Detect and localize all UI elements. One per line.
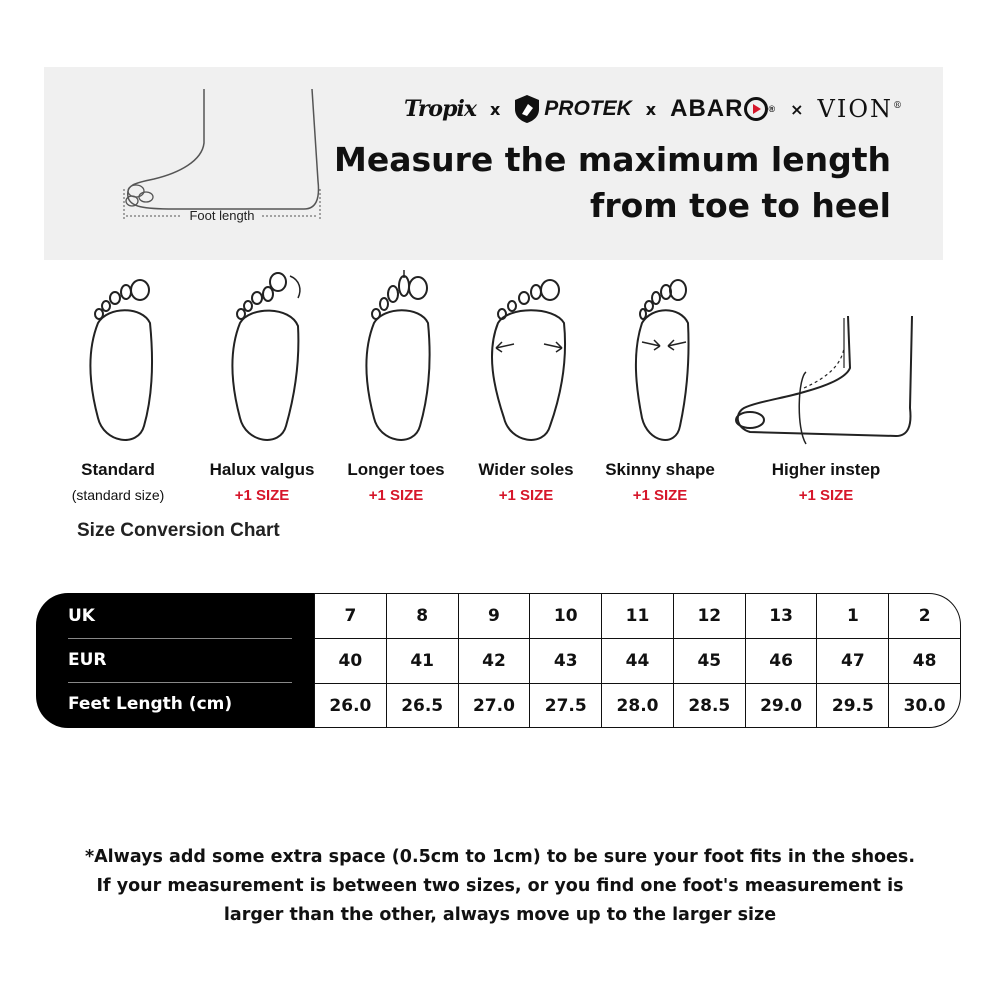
table-row-eur xyxy=(314,639,960,683)
foot-type-name: Skinny shape xyxy=(605,460,715,479)
table-cell: 45 xyxy=(673,639,745,683)
side-foot-illustration xyxy=(84,81,324,231)
abaro-logo: ABAR ® xyxy=(670,95,777,122)
table-cell: 8 xyxy=(386,594,458,638)
size-up-badge: +1 SIZE xyxy=(798,487,854,504)
foot-type-note: (standard size) xyxy=(71,487,165,503)
protek-logo xyxy=(514,94,632,124)
table-cell: 43 xyxy=(529,639,601,683)
table-cell: 30.0 xyxy=(888,684,960,728)
wider-soles-foot-icon xyxy=(476,268,576,453)
row-label-uk: UK xyxy=(68,606,95,626)
foot-type-skinny-shape xyxy=(590,268,730,518)
table-cell: 7 xyxy=(314,594,386,638)
table-cell: 41 xyxy=(386,639,458,683)
table-cell: 44 xyxy=(601,639,673,683)
table-cell: 13 xyxy=(745,594,817,638)
table-cell: 46 xyxy=(745,639,817,683)
headline-line-1: Measure the maximum length xyxy=(334,140,891,179)
protek-shield-icon xyxy=(514,94,540,124)
table-cell: 28.5 xyxy=(673,684,745,728)
size-up-badge: +1 SIZE xyxy=(632,487,688,504)
brand-separator: x xyxy=(645,99,657,119)
table-row-feet-length xyxy=(314,684,960,728)
table-cell: 48 xyxy=(888,639,960,683)
headline-line-2: from toe to heel xyxy=(590,186,891,225)
table-cell: 40 xyxy=(314,639,386,683)
higher-instep-foot-icon xyxy=(726,268,926,453)
tropix-logo: Tropix xyxy=(404,96,476,122)
table-cell: 26.5 xyxy=(386,684,458,728)
table-cell: 26.0 xyxy=(314,684,386,728)
table-cell: 29.0 xyxy=(745,684,817,728)
table-cell: 27.5 xyxy=(529,684,601,728)
size-chart-title: Size Conversion Chart xyxy=(77,520,280,541)
table-cell: 29.5 xyxy=(816,684,888,728)
foot-type-longer-toes xyxy=(326,268,466,518)
fit-advice-note xyxy=(40,843,960,930)
table-values xyxy=(314,593,961,728)
foot-type-name: Longer toes xyxy=(347,460,445,479)
skinny-shape-foot-icon xyxy=(610,268,710,453)
table-cell: 9 xyxy=(458,594,530,638)
size-conversion-table xyxy=(36,593,962,728)
table-row-labels xyxy=(36,593,314,728)
row-label-feet-length: Feet Length (cm) xyxy=(68,694,233,714)
brand-logos xyxy=(344,89,904,129)
foot-type-standard xyxy=(48,268,188,518)
note-line-3: larger than the other, always move up to the larger size xyxy=(223,905,777,925)
brand-separator: x xyxy=(489,99,501,119)
table-cell: 47 xyxy=(816,639,888,683)
table-cell: 1 xyxy=(816,594,888,638)
note-line-2: If your measurement is between two sizes, or you find one foot's measurement is xyxy=(96,876,904,896)
table-cell: 11 xyxy=(601,594,673,638)
note-line-1: *Always add some extra space (0.5cm to 1cm) to be sure your foot fits in the shoes. xyxy=(84,847,915,867)
vion-logo: VION® xyxy=(817,95,904,123)
play-icon xyxy=(744,97,768,121)
foot-type-name: Standard xyxy=(81,460,155,479)
table-cell: 42 xyxy=(458,639,530,683)
foot-type-name: Wider soles xyxy=(478,460,574,479)
table-row-uk xyxy=(314,594,960,638)
longer-toes-foot-icon xyxy=(346,268,446,453)
table-cell: 2 xyxy=(888,594,960,638)
foot-length-label: Foot length xyxy=(189,208,255,223)
foot-type-name: Higher instep xyxy=(771,460,881,479)
size-up-badge: +1 SIZE xyxy=(368,487,424,504)
size-up-badge: +1 SIZE xyxy=(234,487,290,504)
foot-type-wider-soles xyxy=(456,268,596,518)
table-cell: 28.0 xyxy=(601,684,673,728)
divider xyxy=(68,638,292,639)
abaro-wordmark: ABAR xyxy=(670,95,744,122)
divider xyxy=(68,682,292,683)
brand-separator: × xyxy=(790,99,804,119)
size-up-badge: +1 SIZE xyxy=(498,487,554,504)
foot-type-higher-instep xyxy=(758,268,894,518)
foot-types-row xyxy=(60,268,940,518)
foot-type-halux-valgus xyxy=(192,268,332,518)
table-cell: 10 xyxy=(529,594,601,638)
protek-wordmark: PROTEK xyxy=(544,97,632,120)
halux-valgus-foot-icon xyxy=(212,268,312,453)
measure-instruction-panel xyxy=(44,67,943,260)
table-cell: 27.0 xyxy=(458,684,530,728)
headline xyxy=(334,137,891,229)
table-cell: 12 xyxy=(673,594,745,638)
foot-type-name: Halux valgus xyxy=(209,460,315,479)
standard-foot-icon xyxy=(68,268,168,453)
row-label-eur: EUR xyxy=(68,650,107,670)
